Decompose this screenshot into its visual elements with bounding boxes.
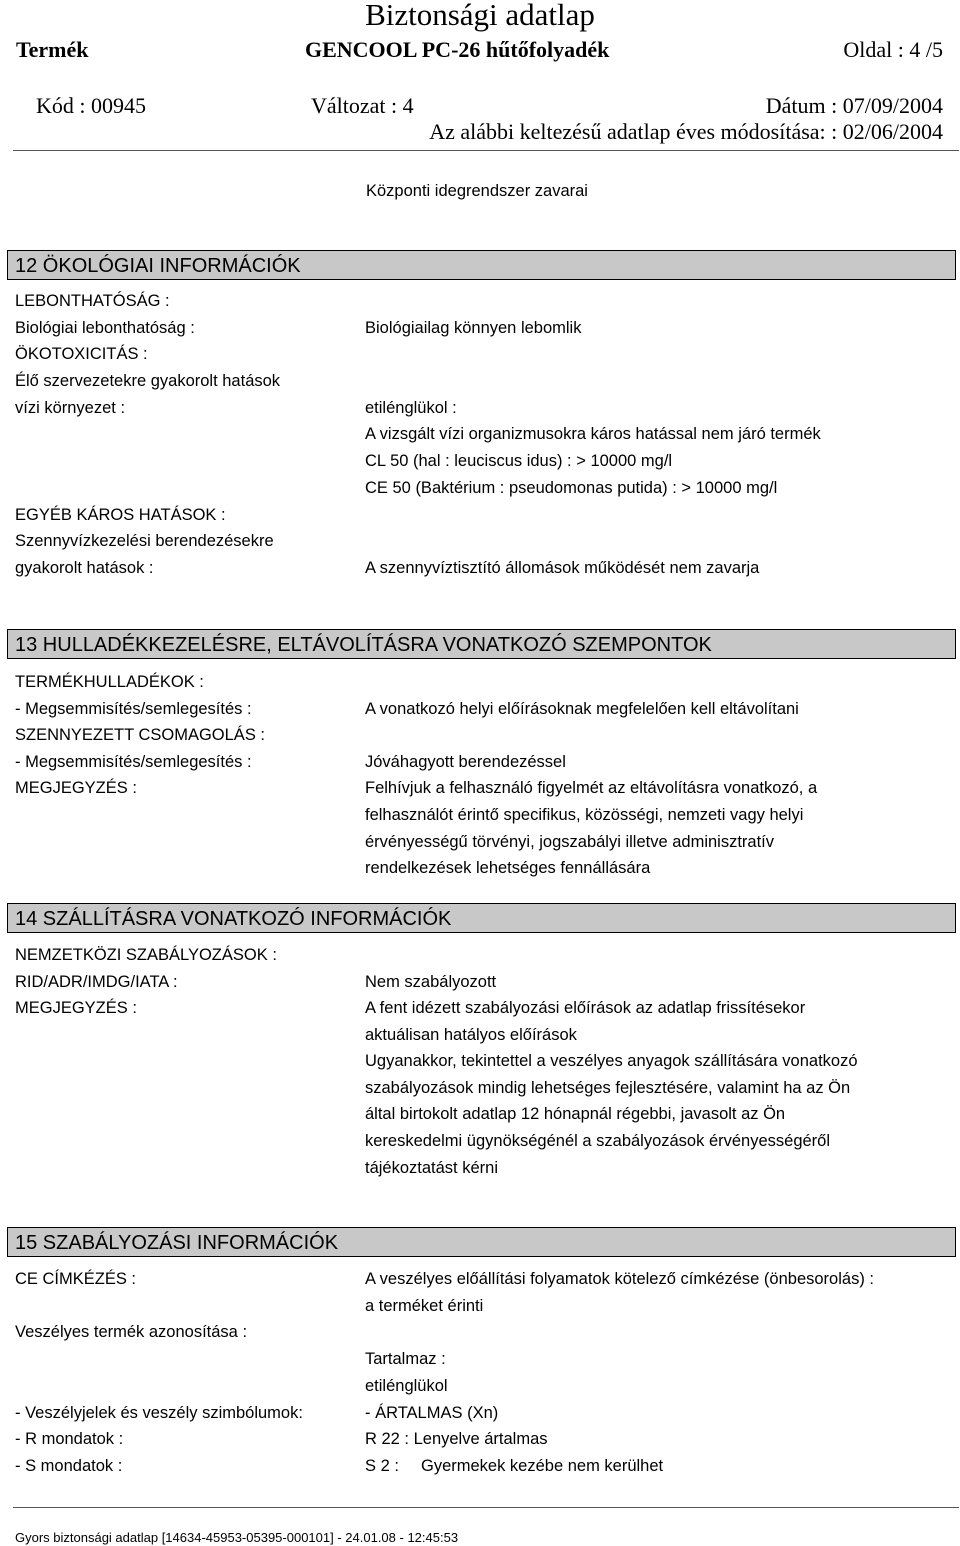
section-13-title: 13 HULLADÉKKEZELÉSRE, ELTÁVOLÍTÁSRA VONATKOZÓ SZEMPONTOK bbox=[15, 634, 712, 656]
label-s-mondatok: - S mondatok : bbox=[15, 1457, 123, 1475]
megjegyzes-14-line: Ugyanakkor, tekintettel a veszélyes anyagok szállítására vonatkozó bbox=[365, 1052, 858, 1070]
megjegyzes-14-line: A fent idézett szabályozási előírások az adatlap frissítésekor bbox=[365, 999, 806, 1017]
product-name: GENCOOL PC-26 hűtőfolyadék bbox=[305, 37, 610, 62]
label-termekhulladek: TERMÉKHULLADÉKOK : bbox=[15, 673, 204, 691]
label-megjegyzes-13: MEGJEGYZÉS : bbox=[15, 779, 137, 797]
megjegyzes-14-line: szabályozások mindig lehetséges fejlesztésére, valamint ha az Ön bbox=[365, 1079, 851, 1097]
value-s-code: S 2 : bbox=[365, 1457, 399, 1475]
label-okotoxicitas: ÖKOTOXICITÁS : bbox=[15, 345, 148, 363]
value-vizi-1: etilénglükol : bbox=[365, 399, 457, 417]
product-label: Termék bbox=[16, 37, 89, 62]
label-veszelyes-termek: Veszélyes termék azonosítása : bbox=[15, 1323, 248, 1341]
label-megsemmisites-1: - Megsemmisítés/semlegesítés : bbox=[15, 700, 252, 718]
label-ce-cimkezes: CE CÍMKÉZÉS : bbox=[15, 1270, 137, 1288]
section-15-title: 15 SZABÁLYOZÁSI INFORMÁCIÓK bbox=[15, 1232, 339, 1254]
value-biologiai: Biológiailag könnyen lebomlik bbox=[365, 319, 582, 337]
megjegyzes-13-line: érvényességű törvényi, jogszabályi illetve adminisztratív bbox=[365, 833, 775, 851]
value-tartalmaz: etilénglükol bbox=[365, 1377, 448, 1395]
value-rid-adr: Nem szabályozott bbox=[365, 973, 497, 991]
doc-version: Változat : 4 bbox=[311, 93, 414, 118]
section-12-title: 12 ÖKOLÓGIAI INFORMÁCIÓK bbox=[15, 255, 301, 277]
page-indicator: Oldal : 4 /5 bbox=[843, 37, 943, 62]
doc-revision: Az alábbi keltezésű adatlap éves módosítása: : 02/06/2004 bbox=[429, 119, 943, 144]
label-szennyviz-2: gyakorolt hatások : bbox=[15, 559, 154, 577]
label-megjegyzes-14: MEGJEGYZÉS : bbox=[15, 999, 137, 1017]
label-szennyezett-csomagolas: SZENNYEZETT CSOMAGOLÁS : bbox=[15, 726, 265, 744]
value-s-mondatok: Gyermekek kezébe nem kerülhet bbox=[421, 1457, 664, 1475]
value-veszelyjelek: - ÁRTALMAS (Xn) bbox=[365, 1404, 499, 1422]
document-title: Biztonsági adatlap bbox=[365, 0, 595, 32]
label-veszelyjelek: - Veszélyjelek és veszély szimbólumok: bbox=[15, 1404, 303, 1422]
megjegyzes-14-line: kereskedelmi ügynökségénél a szabályozások érvényességéről bbox=[365, 1132, 831, 1150]
section-14-title: 14 SZÁLLÍTÁSRA VONATKOZÓ INFORMÁCIÓK bbox=[15, 908, 452, 930]
label-megsemmisites-2: - Megsemmisítés/semlegesítés : bbox=[15, 753, 252, 771]
label-egyeb-karos: EGYÉB KÁROS HATÁSOK : bbox=[15, 506, 226, 524]
megjegyzes-13-line: Felhívjuk a felhasználó figyelmét az eltávolításra vonatkozó, a bbox=[365, 779, 818, 797]
header-divider bbox=[13, 150, 959, 151]
value-r-mondatok: R 22 : Lenyelve ártalmas bbox=[365, 1430, 548, 1448]
megjegyzes-14-line: által birtokolt adatlap 12 hónapnál régebbi, javasolt az Ön bbox=[365, 1105, 786, 1123]
megjegyzes-14-line: tájékoztatást kérni bbox=[365, 1159, 498, 1177]
doc-date: Dátum : 07/09/2004 bbox=[765, 93, 943, 118]
value-ce-cimkezes-1: A veszélyes előállítási folyamatok kötelező címkézése (önbesorolás) : bbox=[365, 1270, 874, 1288]
value-vizi-4: CE 50 (Baktérium : pseudomonas putida) : > 10000 mg/l bbox=[365, 479, 778, 497]
label-r-mondatok: - R mondatok : bbox=[15, 1430, 124, 1448]
value-vizi-3: CL 50 (hal : leuciscus idus) : > 10000 mg/l bbox=[365, 452, 673, 470]
label-rid-adr: RID/ADR/IMDG/IATA : bbox=[15, 973, 178, 991]
section-13-header bbox=[7, 629, 956, 659]
value-vizi-2: A vizsgált vízi organizmusokra káros hatással nem járó termék bbox=[365, 425, 821, 443]
label-lebonthatosag: LEBONTHATÓSÁG : bbox=[15, 292, 170, 310]
label-nemzetkozi: NEMZETKÖZI SZABÁLYOZÁSOK : bbox=[15, 946, 277, 964]
label-elo-szervezetek: Élő szervezetekre gyakorolt hatások bbox=[15, 372, 281, 390]
footer-text: Gyors biztonsági adatlap [14634-45953-05395-000101] - 24.01.08 - 12:45:53 bbox=[15, 1530, 459, 1545]
intro-line: Központi idegrendszer zavarai bbox=[366, 182, 588, 200]
value-ce-cimkezes-2: a terméket érinti bbox=[365, 1297, 484, 1315]
value-megsemmisites-1: A vonatkozó helyi előírásoknak megfelelően kell eltávolítani bbox=[365, 700, 799, 718]
megjegyzes-13-line: felhasználót érintő specifikus, közösségi, nemzeti vagy helyi bbox=[365, 806, 804, 824]
label-tartalmaz: Tartalmaz : bbox=[365, 1350, 446, 1368]
label-vizi-kornyezet: vízi környezet : bbox=[15, 399, 126, 417]
label-szennyviz-1: Szennyvízkezelési berendezésekre bbox=[15, 532, 274, 550]
section-12-header bbox=[7, 250, 956, 280]
value-megsemmisites-2: Jóváhagyott berendezéssel bbox=[365, 753, 566, 771]
label-biologiai: Biológiai lebonthatóság : bbox=[15, 319, 195, 337]
footer-divider bbox=[13, 1507, 959, 1508]
doc-code: Kód : 00945 bbox=[36, 93, 146, 118]
section-14-header bbox=[7, 903, 956, 933]
value-szennyviz: A szennyvíztisztító állomások működését nem zavarja bbox=[365, 559, 760, 577]
megjegyzes-14-line: aktuálisan hatályos előírások bbox=[365, 1026, 577, 1044]
section-15-header bbox=[7, 1227, 956, 1257]
megjegyzes-13-line: rendelkezések lehetséges fennállására bbox=[365, 859, 651, 877]
